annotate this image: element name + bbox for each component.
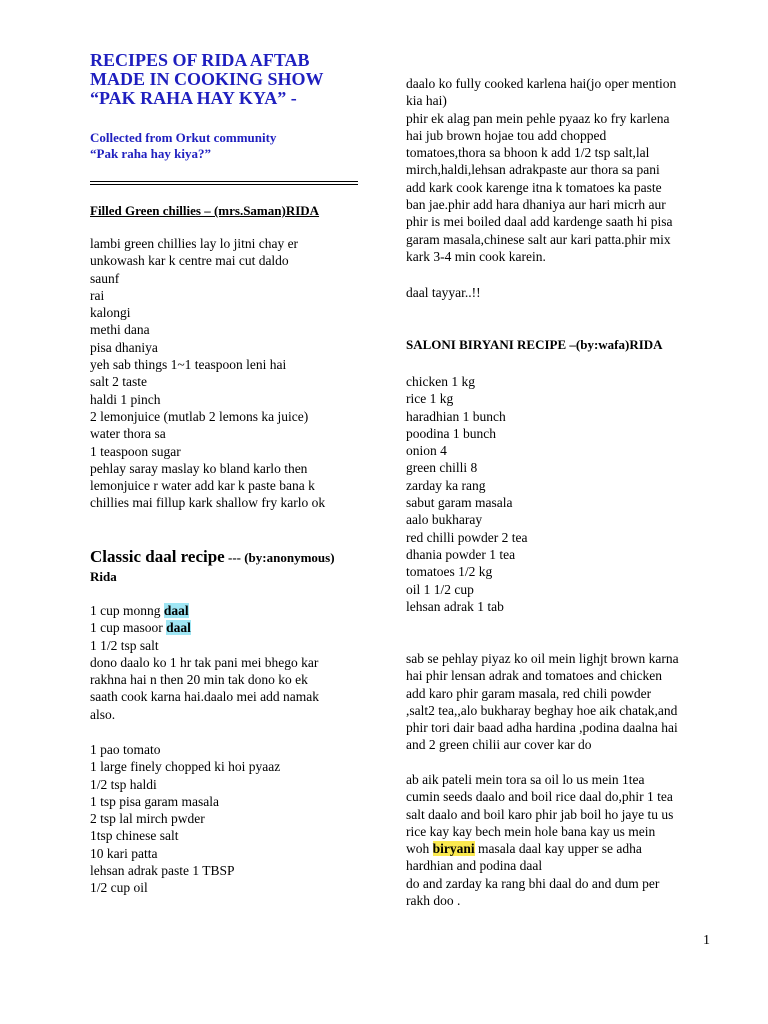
text-line: kalongi [90, 305, 131, 321]
text-line: hai jub brown hojae tou add chopped [406, 127, 607, 143]
text-line: aalo bukharay [406, 512, 483, 528]
line-text: masala daal kay upper se adha [474, 841, 642, 857]
text-line: kark 3-4 min cook karein. [406, 248, 546, 264]
text-line: haradhian 1 bunch [406, 408, 506, 424]
recipe-ingredients-classic-daal [90, 741, 280, 897]
text-line: saath cook karna hai.daalo mei add namak [90, 689, 320, 705]
text-line: garam masala,chinese salt aur kari patta.phir mix [406, 231, 671, 247]
text-line: haldi 1 pinch [90, 391, 161, 407]
text-line: ab aik pateli mein tora sa oil lo us mein 1tea [406, 772, 645, 787]
text-line: rice kay kay bech mein hole bana kay us mein [406, 823, 656, 839]
text-line: 1 large finely chopped ki hoi pyaaz [90, 759, 281, 775]
text-line: 1tsp chinese salt [90, 828, 179, 844]
text-line: dono daalo ko 1 hr tak pani mei bhego kar [90, 654, 319, 670]
text-line: poodina 1 bunch [406, 425, 496, 441]
text-line: pisa dhaniya [90, 339, 158, 355]
text-line: lehsan adrak 1 tab [406, 598, 504, 614]
recipe-method-saloni-biryani-part2 [406, 771, 673, 909]
recipe-method-saloni-biryani-part1 [406, 650, 679, 754]
text-line: phir is mei boiled daal add kardenge saath hi pisa [406, 214, 673, 230]
document-title [90, 51, 380, 108]
text-line: 10 kari patta [90, 845, 158, 861]
text-line: water thora sa [90, 426, 166, 442]
text-line [90, 619, 319, 636]
text-line: unkowash kar k centre mai cut daldo [90, 253, 289, 269]
text-line: do and zarday ka rang bhi daal do and dum per [406, 875, 660, 891]
text-line: 2 tsp lal mirch pwder [90, 811, 205, 827]
text-line: 2 lemonjuice (mutlab 2 lemons ka juice) [90, 408, 309, 424]
text-line: also. [90, 706, 116, 722]
recipe-heading-saloni-biryani: SALONI BIRYANI RECIPE –(by:wafa)RIDA [406, 337, 663, 352]
text-line: sab se pehlay piyaz ko oil mein lighjt brown karna [406, 651, 679, 666]
title-line: MADE IN COOKING SHOW [90, 69, 324, 89]
recipe-ingredients-saloni-biryani [406, 373, 527, 615]
text-line: onion 4 [406, 443, 447, 459]
recipe-body-classic-daal [90, 602, 319, 723]
text-line: salt 2 taste [90, 374, 147, 390]
text-line: 1 tsp pisa garam masala [90, 793, 219, 809]
text-line: oil 1 1/2 cup [406, 581, 474, 597]
text-line: lehsan adrak paste 1 TBSP [90, 863, 235, 879]
text-line: rai [90, 287, 105, 303]
line-text: woh [406, 841, 433, 857]
highlight-daal: daal [163, 603, 189, 618]
text-line: cumin seeds daalo and boil rice daal do,phir 1 tea [406, 789, 673, 805]
recipe-heading-classic-daal [90, 547, 335, 567]
text-line: hardhian and podina daal [406, 858, 543, 874]
text-line [90, 602, 319, 619]
text-line: lambi green chillies lay lo jitni chay er [90, 236, 299, 251]
recipe-method-classic-daal [406, 75, 676, 265]
title-line: “PAK RAHA HAY KYA” - [90, 88, 297, 108]
text-line: add kark cook karenge itna k tomatoes ka paste [406, 179, 662, 195]
text-line: sabut garam masala [406, 495, 513, 511]
text-line: mirch,haldi,lehsan adrakpaste aur thora sa pani [406, 162, 660, 178]
text-line: salt daalo and boil karo phir jab boil ho jaye tu us [406, 806, 674, 822]
text-line: rice 1 kg [406, 391, 454, 407]
text-line: daalo ko fully cooked karlena hai(jo oper mention [406, 76, 677, 91]
text-line: tomatoes,thora sa bhoon k add 1/2 tsp salt,lal [406, 145, 650, 161]
text-line: 1/2 tsp haldi [90, 776, 157, 792]
text-line [406, 840, 673, 857]
text-line: red chilli powder 2 tea [406, 529, 528, 545]
text-line: 1 teaspoon sugar [90, 443, 181, 459]
text-line: tomatoes 1/2 kg [406, 564, 493, 580]
heading-author-line: Rida [90, 569, 117, 584]
document-subtitle [90, 130, 380, 162]
text-line: 1 pao tomato [90, 742, 161, 757]
text-line: and 2 green chilii aur cover kar do [406, 737, 592, 753]
text-line: green chilli 8 [406, 460, 478, 476]
text-line: chillies mai fillup kark shallow fry karlo ok [90, 495, 326, 511]
text-line: yeh sab things 1~1 teaspoon leni hai [90, 357, 287, 373]
highlight-biryani: biryani [432, 841, 475, 857]
text-line: pehlay saray maslay ko bland karlo then [90, 460, 308, 476]
text-line: dhania powder 1 tea [406, 546, 516, 562]
heading-author: --- (by:anonymous) [224, 550, 335, 565]
text-line: add karo phir garam masala, red chili powder [406, 685, 652, 701]
divider-rule [90, 181, 358, 182]
text-line: lemonjuice r water add kar k paste bana k [90, 478, 315, 494]
highlight-daal: daal [166, 620, 191, 636]
subtitle-line: Collected from Orkut community [90, 130, 277, 145]
text-line: phir tori dair baad adha hardina ,podina daalna hai [406, 720, 678, 736]
line-text: 1 cup monng [90, 603, 164, 618]
subtitle-line: “Pak raha hay kiya?” [90, 146, 211, 161]
heading-main: Classic daal recipe [90, 547, 225, 566]
title-line: RECIPES OF RIDA AFTAB [90, 50, 310, 70]
text-line: rakh doo . [406, 893, 461, 909]
page-number: 1 [703, 933, 710, 948]
text-line: ,salt2 tea,,alo bukharay beghay hoe aik chatak,and [406, 702, 678, 718]
text-line: 1/2 cup oil [90, 880, 148, 896]
text-line: phir ek alag pan mein pehle pyaaz ko fry karlena [406, 110, 670, 126]
line-text: 1 cup masoor [90, 620, 167, 636]
text-line: rakhna hai n then 20 min tak dono ko ek [90, 672, 308, 688]
text-line: zarday ka rang [406, 477, 486, 493]
text-line: 1 1/2 tsp salt [90, 637, 159, 653]
recipe-body-filled-chillies [90, 235, 325, 512]
text-line: methi dana [90, 322, 150, 338]
text-line: saunf [90, 270, 120, 286]
text-line: kia hai) [406, 93, 447, 109]
text-line: ban jae.phir add hara dhaniya aur hari micrh aur [406, 197, 666, 213]
recipe-heading-filled-chillies: Filled Green chillies – (mrs.Saman)RIDA [90, 203, 320, 218]
divider-rule [90, 184, 358, 185]
text-line: chicken 1 kg [406, 374, 475, 389]
recipe-ending-classic-daal: daal tayyar..!! [406, 285, 481, 300]
text-line: hai phir lensan adrak and tomatoes and chicken [406, 668, 663, 684]
